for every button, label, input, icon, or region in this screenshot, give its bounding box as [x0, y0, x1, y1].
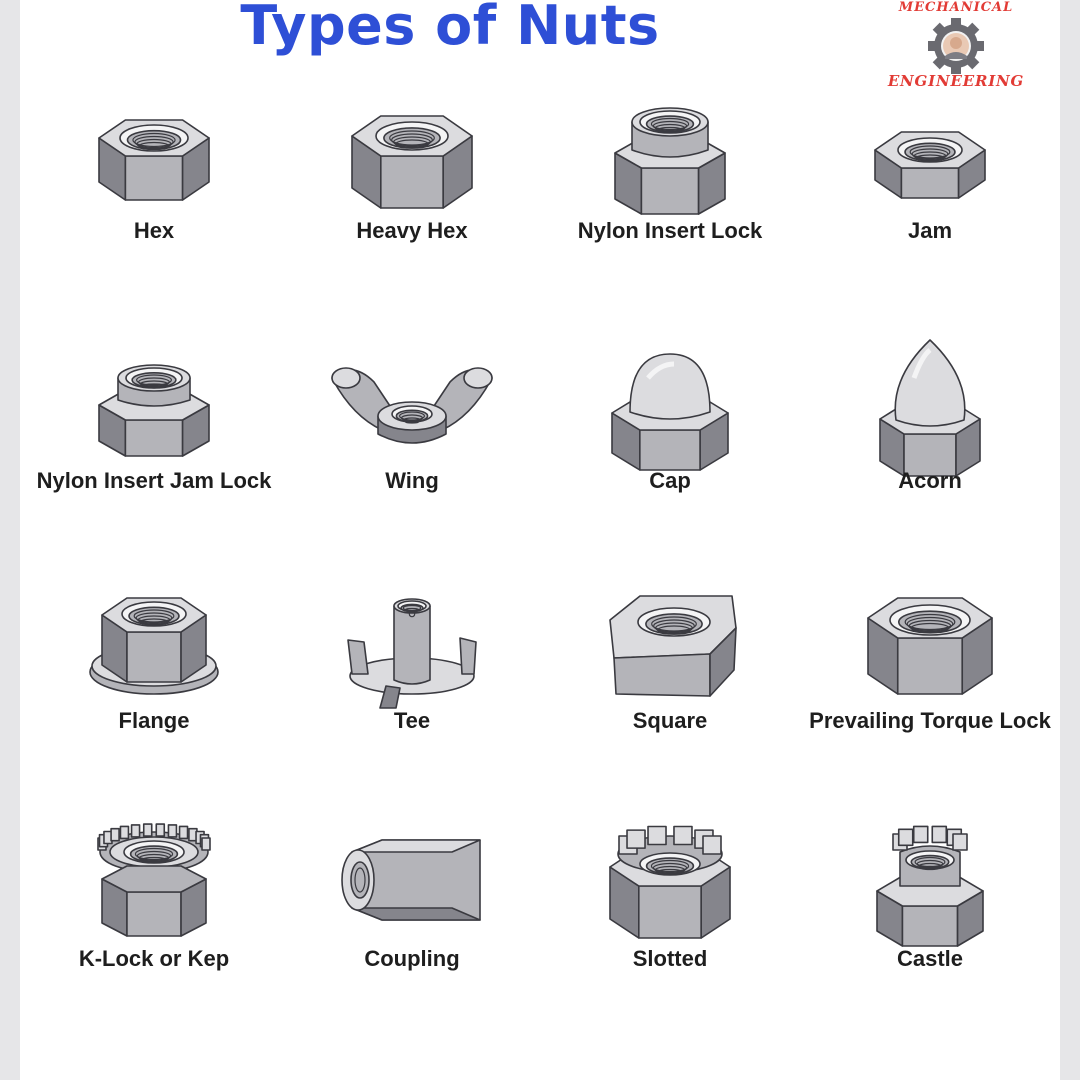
- nut-item: [800, 812, 1060, 1042]
- nut-label: Hex: [133, 218, 175, 243]
- nut-label: Nylon Insert Lock: [577, 218, 763, 243]
- nut-label: Cap: [649, 468, 691, 493]
- nut-item: [282, 576, 542, 806]
- nut-item: [540, 812, 800, 1042]
- nut-item: [540, 576, 800, 806]
- nut-item: [24, 92, 284, 322]
- nut-label: Wing: [385, 468, 439, 493]
- page-title: Types of Nuts: [240, 0, 660, 57]
- coupling-nut-icon: [312, 812, 512, 962]
- nut-label: Square: [632, 708, 708, 733]
- nut-label: Nylon Insert Jam Lock: [36, 468, 272, 493]
- logo-bottom-text: ENGINEERING: [887, 72, 1025, 90]
- nut-label: Flange: [118, 708, 190, 733]
- nut-item: [24, 576, 284, 806]
- nut-label: Coupling: [364, 946, 460, 971]
- k-lock-nut-icon: [54, 812, 254, 962]
- nut-label: Slotted: [632, 946, 708, 971]
- nut-label: Jam: [907, 218, 953, 243]
- wing-nut-icon: [312, 338, 512, 488]
- nut-item: [282, 92, 542, 322]
- nut-label: K-Lock or Kep: [78, 946, 230, 971]
- nut-item: [800, 338, 1060, 568]
- cap-nut-icon: [570, 338, 770, 488]
- nut-item: [540, 338, 800, 568]
- nut-label: Tee: [393, 708, 431, 733]
- logo-top-text: MECHANICAL: [898, 0, 1014, 15]
- castle-nut-icon: [830, 812, 1030, 962]
- nut-label: Acorn: [898, 468, 962, 493]
- gear-icon: [906, 18, 1006, 74]
- nut-item: [24, 812, 284, 1042]
- nut-item: [282, 812, 542, 1042]
- flange-nut-icon: [54, 576, 254, 726]
- acorn-nut-icon: [830, 338, 1030, 488]
- nut-item: [800, 92, 1060, 322]
- nut-item: [24, 338, 284, 568]
- nut-item: [282, 338, 542, 568]
- nut-label: Heavy Hex: [356, 218, 468, 243]
- nut-label: Prevailing Torque Lock: [809, 708, 1051, 733]
- square-nut-icon: [570, 576, 770, 726]
- prevailing-torque-lock-nut-icon: [830, 576, 1030, 726]
- nut-item: [540, 92, 800, 322]
- nut-item: [800, 576, 1060, 806]
- brand-logo: [860, 0, 1060, 100]
- slotted-nut-icon: [570, 812, 770, 962]
- tee-nut-icon: [312, 576, 512, 726]
- nut-label: Castle: [896, 946, 964, 971]
- nylon-insert-jam-lock-nut-icon: [54, 338, 254, 488]
